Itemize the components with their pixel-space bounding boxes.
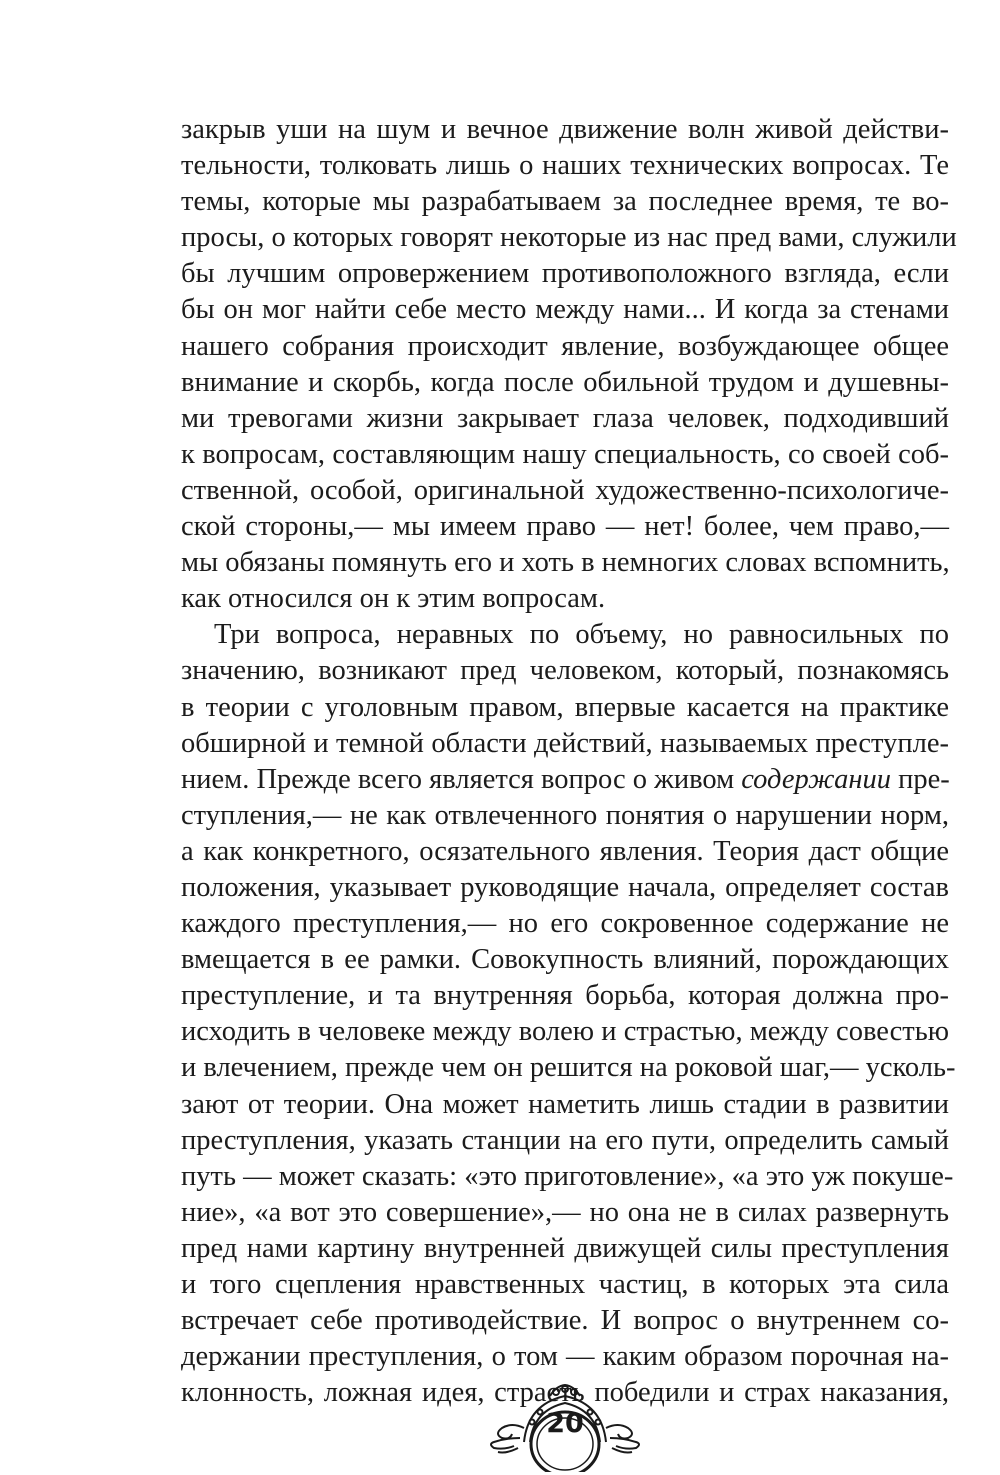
text-line: и того сцепления нравственных частиц, в которых эта сила (181, 1269, 949, 1300)
text-line: держании преступления, о том — каким образом порочная на- (181, 1341, 949, 1373)
text-line: мы обязаны помянуть его и хоть в немногих словах вспомнить, (181, 547, 950, 579)
body-text (181, 112, 957, 1411)
text-line: бы лучшим опровержением противоположного взгляда, если (181, 258, 949, 290)
text-line: преступления, указать станции на его пути, определить самый (181, 1124, 949, 1156)
text-line: ской стороны,— мы имеем право — нет! более, чем право,— (181, 511, 949, 543)
text-run: нием. Прежде всего является вопрос о живом (181, 763, 742, 795)
page-number: 20 (546, 1408, 584, 1439)
text-line: путь — может сказать: «это приготовление», «а это уж покуше- (181, 1160, 954, 1192)
text-line: просы, о которых говорят некоторые из нас пред вами, служили (181, 222, 957, 254)
text-line: ственной, особой, оригинальной художественно-психологиче- (181, 474, 949, 506)
text-line: положения, указывает руководящие начала, определяет состав (181, 871, 949, 903)
text-line: обширной и темной области действий, называемых преступле- (181, 727, 949, 759)
text-line: встречает себе противодействие. И вопрос о внутреннем со- (181, 1305, 949, 1337)
text-line: в теории с уголовным правом, впервые касается на практике (181, 691, 949, 723)
text-line: бы он мог найти себе место между нами... И когда за стенами (181, 294, 949, 326)
text-line: пред нами картину внутренней движущей силы преступления (181, 1232, 949, 1264)
text-run: пре- (891, 763, 950, 795)
text-line: каждого преступления,— но его сокровенное содержание не (181, 908, 949, 940)
text-line: вмещается в ее рамки. Совокупность влияний, порождающих (181, 944, 949, 976)
text-line: значению, возникают пред человеком, который, познакомясь (181, 655, 949, 687)
text-line: исходить в человеке между волею и страстью, между совестью (181, 1016, 949, 1048)
text-line: ми тревогами жизни закрывает глаза человек, подходивший (181, 402, 949, 434)
text-line: как относился он к этим вопросам. (181, 583, 606, 615)
text-line: а как конкретного, осязательного явления. Теория даст общие (181, 835, 949, 867)
text-line: закрыв уши на шум и вечное движение волн живой действи- (181, 114, 949, 145)
text-line: ступления,— не как отвлеченного понятия о нарушении норм, (181, 799, 949, 831)
text-line (181, 762, 949, 798)
text-line: внимание и скорбь, когда после обильной трудом и душевны- (181, 366, 949, 398)
italic-emphasis: содержании (741, 763, 892, 795)
text-line: ние», «а вот это совершение»,— но она не в силах развернуть (181, 1196, 949, 1228)
text-line: преступление, и та внутренняя борьба, которая должна про- (181, 980, 949, 1012)
text-line: Три вопроса, неравных по объему, но равносильных по (214, 619, 949, 651)
text-line: к вопросам, составляющим нашу специальность, со своей соб- (181, 438, 949, 470)
text-line: клонность, ложная идея, страсть победили и страх наказания, (181, 1377, 949, 1409)
text-line: темы, которые мы разрабатываем за последнее время, те во- (181, 186, 949, 218)
page-number-ornament (484, 1382, 646, 1472)
text-line: зают от теории. Она может наметить лишь стадии в развитии (181, 1088, 949, 1120)
text-line: и влечением, прежде чем он решится на роковой шаг,— усколь- (181, 1052, 956, 1084)
text-line: тельности, толковать лишь о наших технических вопросах. Те (181, 150, 949, 182)
text-line: нашего собрания происходит явление, возбуждающее общее (181, 330, 949, 362)
